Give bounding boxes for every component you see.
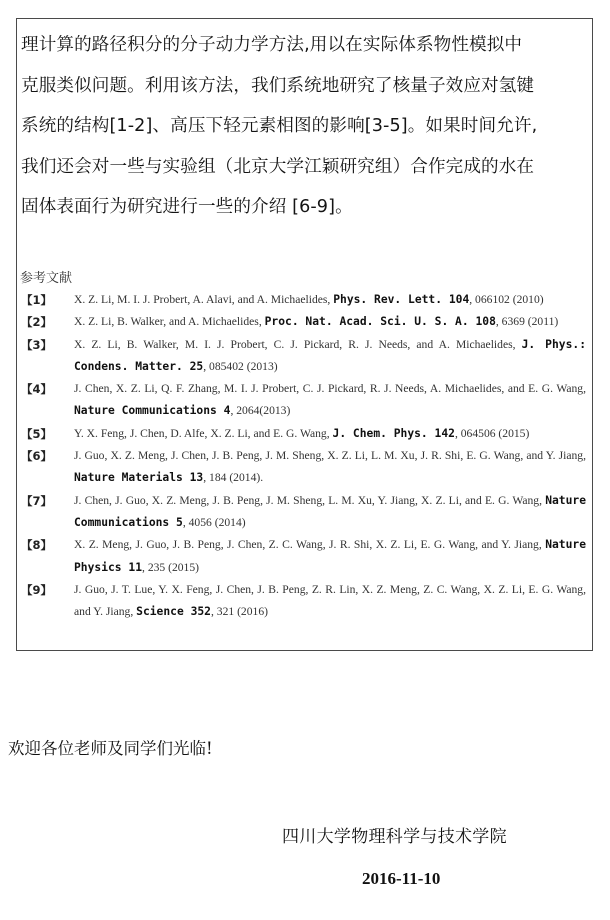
- reference-journal: J. Chem. Phys. 142: [332, 426, 455, 440]
- reference-journal: Phys. Rev. Lett. 104: [333, 293, 470, 306]
- reference-details: , 321 (2016): [210, 605, 268, 619]
- reference-journal: Science 352: [136, 605, 211, 619]
- reference-item: [17, 311, 592, 333]
- reference-item: [17, 579, 592, 624]
- reference-authors: J. Guo, X. Z. Meng, J. Chen, J. B. Peng, J. M. Sheng, X. Z. Li, L. M. Xu, J. R. Shi, E. G. Wang, and Y. Jiang,: [74, 449, 586, 463]
- announcement-date: 2016-11-10: [362, 869, 441, 888]
- reference-number: 【3】: [21, 337, 53, 352]
- reference-item: [17, 289, 592, 311]
- reference-journal: Nature Physics 11: [74, 538, 586, 574]
- reference-item: [17, 423, 592, 445]
- reference-journal: Proc. Nat. Acad. Sci. U. S. A. 108: [264, 315, 496, 329]
- reference-number: 【8】: [21, 538, 53, 553]
- reference-details: , 066102 (2010): [469, 293, 544, 306]
- reference-details: , 184 (2014).: [203, 471, 264, 485]
- reference-number: 【4】: [21, 382, 53, 397]
- abstract-text: [21, 31, 593, 234]
- reference-journal: Nature Materials 13: [74, 471, 204, 485]
- reference-number: 【5】: [21, 426, 53, 441]
- reference-item: [17, 378, 592, 423]
- abstract-line: 我们还会对一些与实验组（北京大学江颖研究组）合作完成的水在: [21, 156, 535, 177]
- reference-authors: J. Chen, X. Z. Li, Q. F. Zhang, M. I. J. Probert, C. J. Pickard, R. J. Needs, A. Michaelides, and E. G. Wang,: [74, 382, 586, 396]
- reference-authors: Y. X. Feng, J. Chen, D. Alfe, X. Z. Li, and E. G. Wang,: [74, 426, 333, 440]
- reference-authors: J. Chen, J. Guo, X. Z. Meng, J. B. Peng, J. M. Sheng, L. M. Xu, Y. Jiang, X. Z. Li, and E. G. Wang,: [74, 493, 546, 507]
- reference-number: 【1】: [21, 293, 53, 307]
- reference-details: , 2064(2013): [230, 404, 291, 418]
- abstract-line: 理计算的路径积分的分子动力学方法,用以在实际体系物性模拟中: [21, 35, 523, 55]
- reference-journal: Nature Communications 5: [74, 493, 586, 529]
- reference-details: , 4056 (2014): [182, 515, 246, 529]
- reference-item: [17, 334, 592, 379]
- reference-details: , 235 (2015): [142, 560, 200, 574]
- reference-details: , 064506 (2015): [454, 426, 530, 440]
- reference-journal: J. Phys.: Condens. Matter. 25: [74, 337, 586, 373]
- reference-item: [17, 445, 592, 490]
- reference-number: 【6】: [21, 449, 53, 464]
- references-list: [17, 289, 592, 623]
- reference-number: 【7】: [21, 493, 53, 508]
- abstract-box: [16, 18, 593, 651]
- reference-number: 【2】: [21, 315, 53, 330]
- reference-item: [17, 534, 592, 579]
- reference-authors: X. Z. Li, M. I. J. Probert, A. Alavi, and A. Michaelides,: [74, 293, 334, 306]
- reference-authors: X. Z. Li, B. Walker, and A. Michaelides,: [74, 315, 265, 329]
- abstract-line: 克服类似问题。利用该方法，我们系统地研究了核量子效应对氢键: [21, 75, 535, 96]
- reference-details: , 6369 (2011): [495, 315, 559, 329]
- references-heading: 参考文献: [20, 271, 73, 286]
- reference-item: [17, 490, 592, 535]
- reference-authors: J. Guo, J. T. Lue, Y. X. Feng, J. Chen, J. B. Peng, Z. R. Lin, X. Z. Meng, Z. C. Wang, X. Z. Li, E. G. Wang, and Y. Jiang,: [74, 582, 586, 619]
- reference-authors: X. Z. Meng, J. Guo, J. B. Peng, J. Chen, Z. C. Wang, J. R. Shi, X. Z. Li, E. G. Wang, and Y. Jiang,: [74, 538, 546, 552]
- reference-journal: Nature Communications 4: [74, 404, 231, 418]
- reference-number: 【9】: [21, 582, 53, 597]
- abstract-line: 系统的结构[1-2]、高压下轻元素相图的影响[3-5]。如果时间允许,: [21, 116, 538, 136]
- welcome-message: 欢迎各位老师及同学们光临!: [8, 739, 213, 758]
- reference-details: , 085402 (2013): [203, 359, 278, 373]
- institute-name: 四川大学物理科学与技术学院: [282, 827, 507, 847]
- reference-authors: X. Z. Li, B. Walker, M. I. J. Probert, C. J. Pickard, R. J. Needs, and A. Michaelides,: [74, 337, 522, 351]
- abstract-line: 固体表面行为研究进行一些的介绍 [6-9]。: [21, 197, 353, 217]
